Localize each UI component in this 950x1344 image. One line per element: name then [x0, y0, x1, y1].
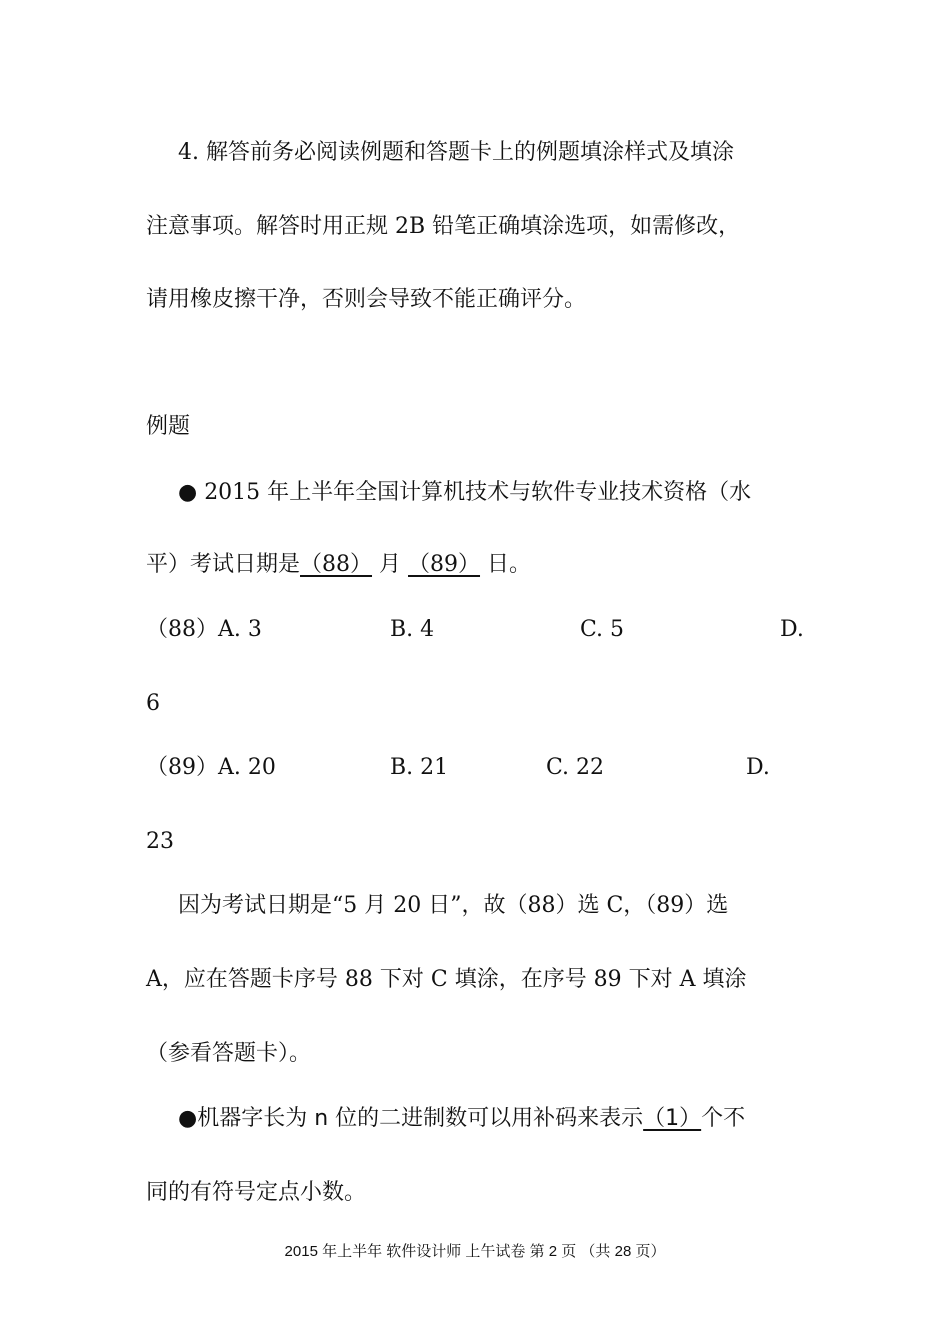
- instruction-line-2: 注意事项。解答时用正规 2B 铅笔正确填涂选项，如需修改，: [146, 214, 741, 239]
- option-89-b: B. 21: [390, 755, 449, 780]
- instruction-line-1: 4. 解答前务必阅读例题和答题卡上的例题填涂样式及填涂: [178, 140, 734, 165]
- option-88-c: C. 5: [580, 617, 625, 642]
- option-89-d-value: 23: [146, 829, 174, 854]
- option-88-d-value: 6: [146, 691, 160, 716]
- option-89-a: （89）A. 20: [146, 755, 276, 780]
- instruction-line-3: 请用橡皮擦干净，否则会导致不能正确评分。: [146, 287, 587, 312]
- page-footer: 2015 年上半年 软件设计师 上午试卷 第 2 页 （共 28 页）: [284, 1243, 666, 1260]
- question-1-line-2: 同的有符号定点小数。: [146, 1180, 367, 1205]
- day-text: 日。: [480, 552, 532, 577]
- blank-89: （89）: [408, 552, 481, 577]
- explanation-line-3: （参看答题卡）。: [146, 1041, 312, 1066]
- option-88-d: D.: [780, 617, 804, 642]
- example-question-line-2: [146, 550, 531, 580]
- example-question-text: 平）考试日期是: [146, 552, 301, 577]
- question-1-line-1: [178, 1104, 745, 1134]
- option-88-b: B. 4: [390, 617, 435, 642]
- explanation-line-1: 因为考试日期是“5 月 20 日”，故（88）选 C，（89）选: [178, 893, 729, 918]
- blank-1: （1）: [643, 1106, 702, 1131]
- question-1-text: ●机器字长为 n 位的二进制数可以用补码来表示: [178, 1106, 644, 1131]
- question-1-text-end: 个不: [701, 1106, 746, 1131]
- option-88-a: （88）A. 3: [146, 617, 262, 642]
- month-text: 月: [372, 552, 409, 577]
- example-question-line-1: ● 2015 年上半年全国计算机技术与软件专业技术资格（水: [178, 480, 752, 505]
- example-heading: 例题: [146, 414, 191, 439]
- explanation-line-2: A，应在答题卡序号 88 下对 C 填涂，在序号 89 下对 A 填涂: [146, 967, 747, 992]
- option-89-c: C. 22: [546, 755, 605, 780]
- option-89-d: D.: [746, 755, 770, 780]
- blank-88: （88）: [300, 552, 373, 577]
